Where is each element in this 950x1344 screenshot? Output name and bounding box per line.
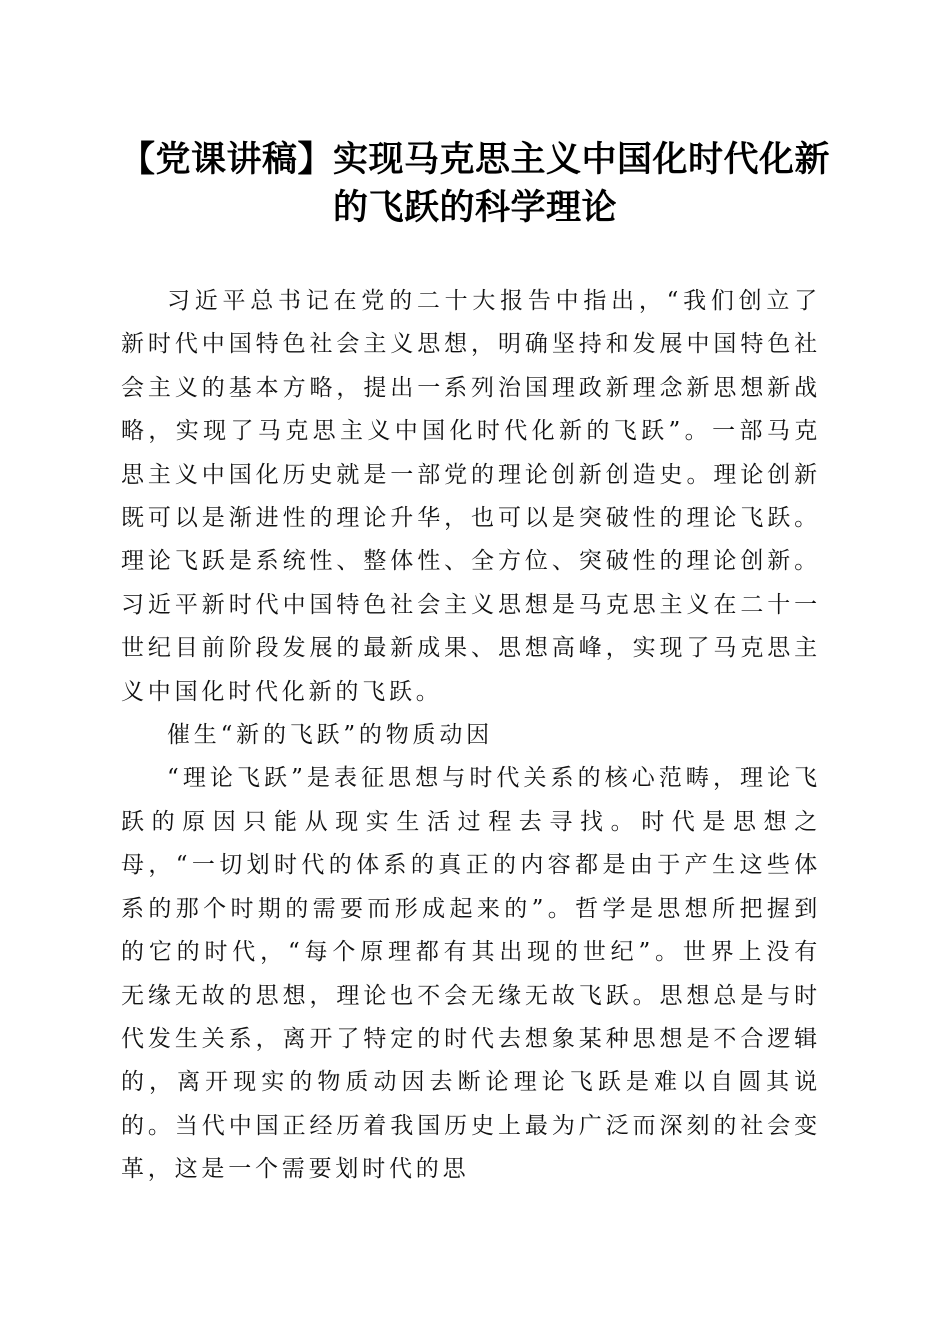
document-title: 【党课讲稿】实现马克思主义中国化时代化新的飞跃的科学理论 bbox=[119, 140, 830, 228]
paragraph-theory-leap: “理论飞跃”是表征思想与时代关系的核心范畴，理论飞跃的原因只能从现实生活过程去寻找。时代是思想之母，“一切划时代的体系的真正的内容都是由于产生这些体系的那个时期的需要而形成起来的”。哲学是思想所把握到的它的时代，“每个原理都有其出现的世纪”。世界上没有无缘无故的思想，理论也不会无缘无故飞跃。思想总是与时代发生关系，离开了特定的时代去想象某种思想是不合逻辑的，离开现实的物质动因去断论理论飞跃是难以自圆其说的。当代中国正经历着我国历史上最为广泛而深刻的社会变革，这是一个需要划时代的思 bbox=[121, 765, 821, 1183]
document-body bbox=[121, 280, 821, 1192]
section-heading: 催生“新的飞跃”的物质动因 bbox=[167, 722, 493, 749]
paragraph-intro: 习近平总书记在党的二十大报告中指出，“我们创立了新时代中国特色社会主义思想，明确坚持和发展中国特色社会主义的基本方略，提出一系列治国理政新理念新思想新战略，实现了马克思主义中国化时代化新的飞跃”。一部马克思主义中国化历史就是一部党的理论创新创造史。理论创新既可以是渐进性的理论升华，也可以是突破性的理论飞跃。理论飞跃是系统性、整体性、全方位、突破性的理论创新。习近平新时代中国特色社会主义思想是马克思主义在二十一世纪目前阶段发展的最新成果、思想高峰，实现了马克思主义中国化时代化新的飞跃。 bbox=[121, 288, 821, 705]
